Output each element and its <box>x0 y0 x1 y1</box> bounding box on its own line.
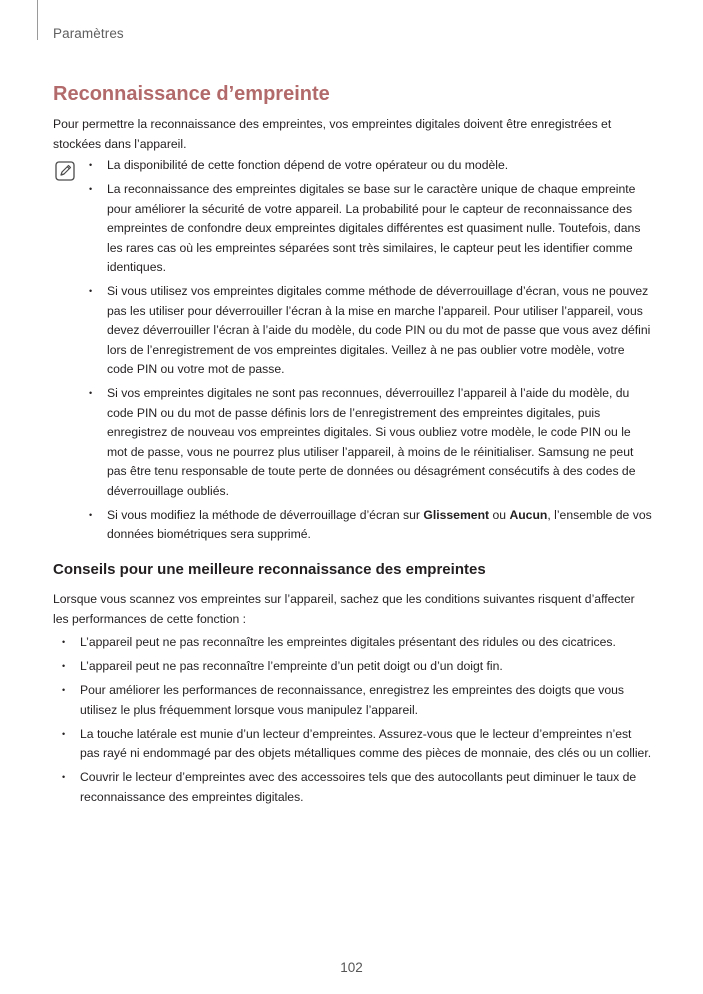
note-item: • Si vous utilisez vos empreintes digitales comme méthode de déverrouillage d’écran, vous ne pouvez pas les utiliser pour déverrouiller l’écran à la mise en marche l’appareil. Pour utiliser l’appareil, vous devez déverrouiller l’écran à l’aide du modèle, du code PIN ou du mot de passe que vous avez défini lors de l’enregistrement de vos empreintes digitales. Veillez à ne pas oublier votre modèle, votre code PIN ou votre mot de passe. <box>107 282 652 380</box>
note-text: Si vous modifiez la méthode de déverrouillage d’écran sur <box>107 507 424 522</box>
note-text: , l’ensemble de vos données biométriques sera supprimé. <box>107 507 652 541</box>
tip-item: • Couvrir le lecteur d’empreintes avec des accessoires tels que des autocollants peut diminuer le taux de reconnaissance des empreintes digitales. <box>80 768 652 807</box>
header-section-label: Paramètres <box>53 26 124 41</box>
note-item-biometric-reset <box>107 506 652 545</box>
note-item: • Si vos empreintes digitales ne sont pas reconnues, déverrouillez l’appareil à l’aide du modèle, du code PIN ou du mot de passe définis lors de l’enregistrement des empreintes digitales, puis enregistrez de nouveau vos empreintes digitales. Si vous oubliez votre modèle, le code PIN ou le mot de passe, vous ne pourrez plus utiliser l’appareil, à moins de le réinitialiser. Samsung ne peut pas être tenu responsable de toute perte de données ou désagrément consécutifs à des codes de déverrouillage oubliés. <box>107 384 652 501</box>
tips-list <box>80 633 652 812</box>
tip-item: • L’appareil peut ne pas reconnaître l’empreinte d’un petit doigt ou d’un doigt fin. <box>80 657 652 677</box>
note-text: ou <box>489 507 510 522</box>
section-intro-paragraph: Lorsque vous scannez vos empreintes sur l’appareil, sachez que les conditions suivantes risquent d’affecter les performances de cette fonction : <box>53 592 635 626</box>
section-title: Conseils pour une meilleure reconnaissance des empreintes <box>53 561 486 578</box>
note-pencil-icon <box>55 161 75 181</box>
header-divider <box>37 0 38 40</box>
option-glissement: Glissement <box>423 507 490 522</box>
tip-item: • L’appareil peut ne pas reconnaître les empreintes digitales présentant des ridules ou des cicatrices. <box>80 633 652 653</box>
note-item: • La disponibilité de cette fonction dépend de votre opérateur ou du modèle. <box>107 156 652 176</box>
page-number: 102 <box>340 960 363 975</box>
tip-item: • Pour améliorer les performances de reconnaissance, enregistrez les empreintes des doigts que vous utilisez le plus fréquemment lorsque vous manipulez l’appareil. <box>80 681 652 720</box>
page-title: Reconnaissance d’empreinte <box>53 83 330 105</box>
option-aucun: Aucun <box>509 507 548 522</box>
tip-item: • La touche latérale est munie d’un lecteur d’empreintes. Assurez-vous que le lecteur d’empreintes n’est pas rayé ni endommagé par des objets métalliques comme des pièces de monnaie, des clés ou un collier. <box>80 725 652 764</box>
note-item: • La reconnaissance des empreintes digitales se base sur le caractère unique de chaque empreinte pour améliorer la sécurité de votre appareil. La probabilité pour le capteur de reconnaissance des empreintes de confondre deux empreintes digitales différentes est quasiment nulle. Toutefois, dans les rares cas où les empreintes séparées sont très similaires, le capteur peut les identifier comme identiques. <box>107 180 652 278</box>
note-list <box>107 156 652 549</box>
intro-paragraph: Pour permettre la reconnaissance des empreintes, vos empreintes digitales doivent être enregistrées et stockées dans l’appareil. <box>53 117 612 151</box>
